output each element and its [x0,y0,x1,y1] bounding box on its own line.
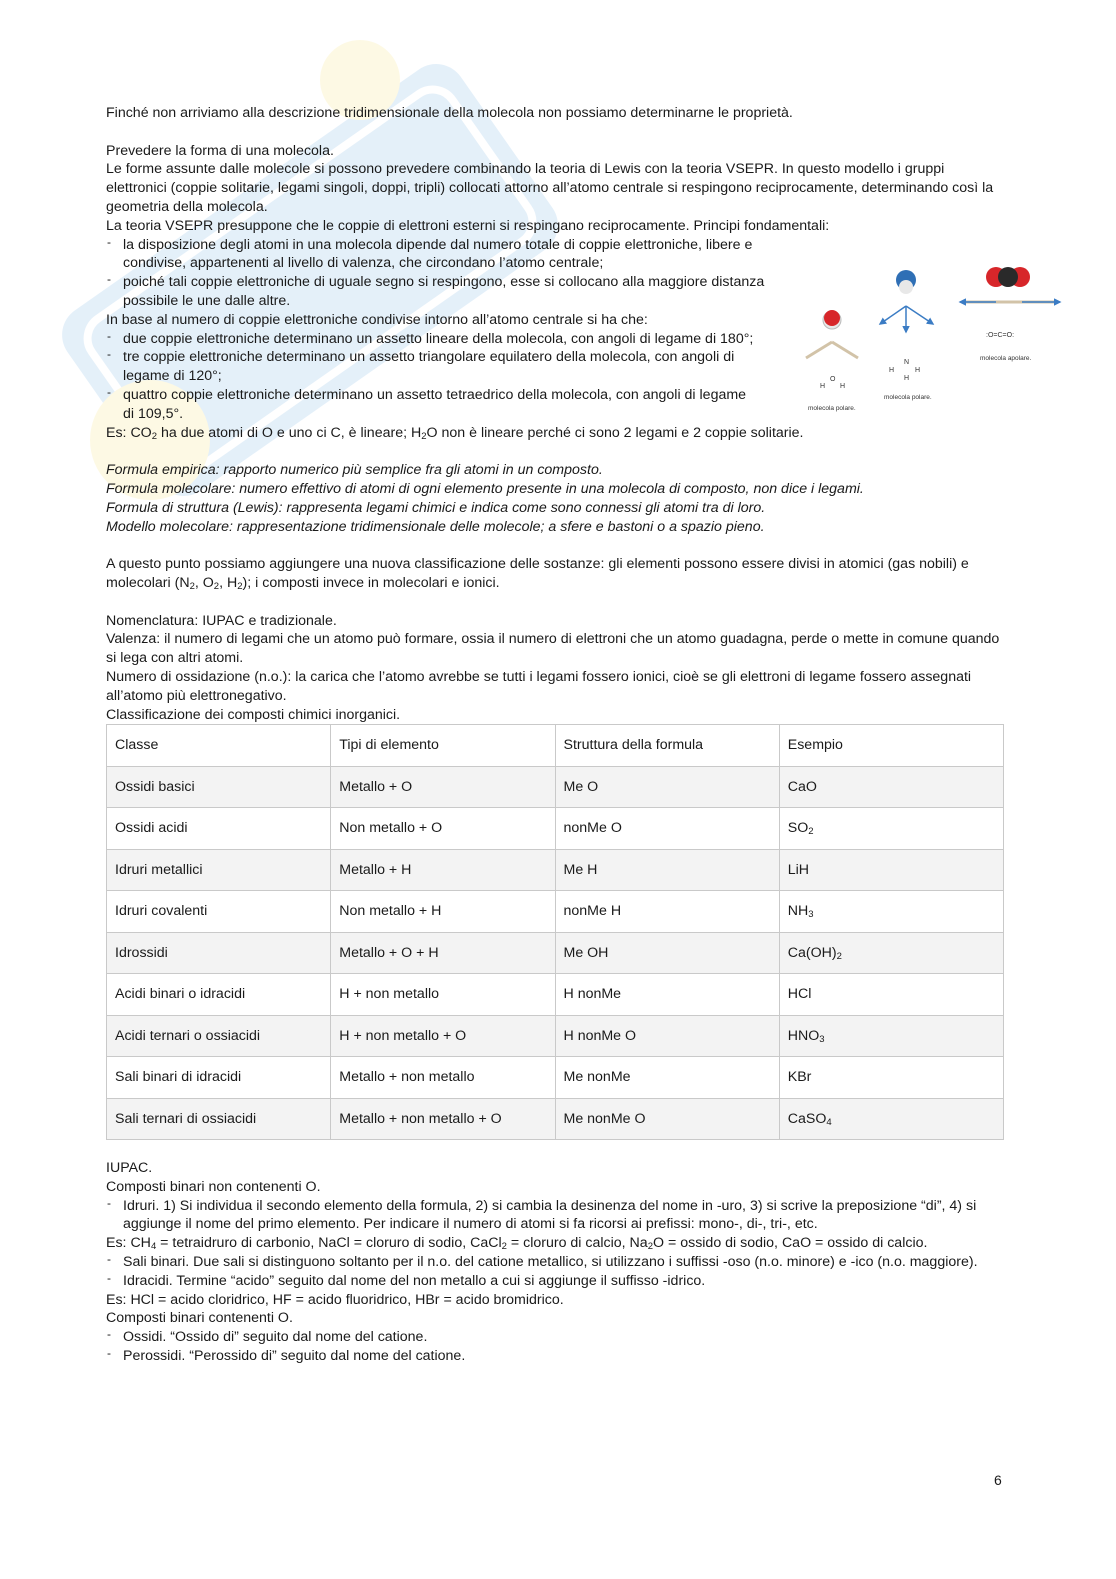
header-cell: Classe [107,725,331,767]
cell-struttura: H nonMe O [555,1015,779,1057]
cell-tipi: Non metallo + O [331,808,555,850]
cell-esempio: $Ca(OH)_2$ [779,932,1003,974]
ossidazione-paragraph: Numero di ossidazione (n.o.): la carica che l’atomo avrebbe se tutti i legami fossero ionici, cioè se gli elettroni di legame fossero assegnati all’atomo più elettronegativo. [106,668,972,704]
formula-struttura: Formula di struttura (Lewis): rappresenta legami chimici e indica come sono connessi gli atomi tra di loro. [106,499,766,516]
list-item: ‐ poiché tali coppie elettroniche di uguale segno si respingono, esse si collocano alla maggiore distanza possibile le une dalle altre. [106,273,796,311]
nh3-h3-label: H [904,375,910,382]
header-cell: Esempio [779,725,1003,767]
modello-molecolare: Modello molecolare: rappresentazione tridimensionale delle molecole; a sfere e bastoni o a spazio pieno. [106,518,765,535]
formula-empirica: Formula empirica: rapporto numerico più semplice fra gli atomi in un composto. [106,462,603,479]
cell-tipi: H + non metallo + O [331,1015,555,1057]
ossidi-list [106,1328,1006,1366]
cell-esempio: $HNO_3$ [779,1015,1003,1057]
co2-molecule [960,267,1060,362]
cell-tipi: Metallo + O [331,766,555,808]
water-molecule [806,310,858,412]
list-item: ‐ Perossidi. “Perossido di” seguito dal nome del catione. [106,1347,1006,1366]
co2-label: molecola apolare. [980,355,1032,362]
table-row [107,766,1004,808]
cell-struttura: H nonMe [555,974,779,1016]
list-item: ‐ Idracidi. Termine “acido” seguito dal nome del non metallo a cui si aggiunge il suffisso -idrico. [106,1272,1006,1291]
cell-classe: Sali binari di idracidi [107,1057,331,1099]
cell-tipi: Metallo + non metallo + O [331,1098,555,1140]
list-item: ‐ tre coppie elettroniche determinano un assetto triangolare equilatero della molecola, con angoli di legame di 120°; [106,348,761,386]
cell-struttura: Me nonMe O [555,1098,779,1140]
list-item: ‐ Ossidi. “Ossido di” seguito dal nome del catione. [106,1328,1006,1347]
cell-struttura: Me nonMe [555,1057,779,1099]
list-item: ‐ quattro coppie elettroniche determinano un assetto tetraedrico della molecola, con angoli di legame di 109,5°. [106,386,761,424]
cell-struttura: nonMe O [555,808,779,850]
cell-classe: Idruri covalenti [107,891,331,933]
ammonia-molecule [880,270,933,401]
cell-classe: Ossidi acidi [107,808,331,850]
water-h2-label: H [840,383,846,390]
cell-classe: Acidi binari o idracidi [107,974,331,1016]
table-header-row [107,725,1004,767]
list-item: ‐ Idruri. 1) Si individua il secondo elemento della formula, 2) si cambia la desinenza del nome in -uro, 3) si scrive la preposizione “di”, 4) si aggiunge il nome del primo elemento. Per indicare il numero di atomi si fa ricorsi ai prefissi: mono-, di-, tri-, etc. [106,1197,1006,1235]
molecule-geometry-figure [800,258,1070,418]
nh3-h1-label: H [889,367,895,374]
cell-tipi: Metallo + H [331,849,555,891]
page-number: 6 [994,1472,1002,1488]
principles-list [106,236,796,311]
ammonia-label: molecola polare. [884,394,932,401]
cell-esempio: CaO [779,766,1003,808]
table-row [107,891,1004,933]
list-item: ‐ la disposizione degli atomi in una molecola dipende dal numero totale di coppie elettroniche, libere e condivise, appartenenti al livello di valenza, che circondano l’atomo centrale; [106,236,796,274]
co2-formula: :O=C=O: [986,332,1015,339]
list-item: ‐ Sali binari. Due sali si distinguono soltanto per il n.o. del catione metallico, si utilizzano i suffissi -oso (n.o. minore) e -ico (n.o. maggiore). [106,1253,1006,1272]
example-idracidi: Es: HCl = acido cloridrico, HF = acido fluoridrico, HBr = acido bromidrico. [106,1291,564,1308]
header-cell: Tipi di elemento [331,725,555,767]
cell-classe: Sali ternari di ossiacidi [107,1098,331,1140]
idruri-list [106,1197,1006,1235]
classification-paragraph: A questo punto possiamo aggiungere una nuova classificazione delle sostanze: gli elementi possono essere divisi in atomici (gas nobili) e molecolari ($N_2$, $O_2$, $H_2$); i composti invece in molecolari e ionici. [106,556,969,592]
sali-list [106,1253,1006,1291]
vsepr-paragraph: La teoria VSEPR presuppone che le coppie di elettroni esterni si respingano reciprocamente. Principi fondamentali: [106,217,830,234]
intro-paragraph: Finché non arriviamo alla descrizione tridimensionale della molecola non possiamo determinarne le proprietà. [106,105,793,121]
cell-esempio: $SO_2$ [779,808,1003,850]
table-row [107,849,1004,891]
table-row [107,974,1004,1016]
section-title-shape: Prevedere la forma di una molecola. [106,142,334,159]
nh3-n-label: N [904,359,910,366]
cell-tipi: Metallo + non metallo [331,1057,555,1099]
cell-classe: Ossidi basici [107,766,331,808]
compounds-table [106,724,1004,1140]
geometries-list [106,330,761,424]
formula-molecolare: Formula molecolare: numero effettivo di atomi di ogni elemento presente in una molecola di composto, non dice i legami. [106,480,864,497]
base-paragraph: In base al numero di coppie elettroniche condivise intorno all’atomo centrale si ha che: [106,311,648,328]
binari-no-o-title: Composti binari non contenenti O. [106,1178,321,1195]
table-title: Classificazione dei composti chimici inorganici. [106,706,401,723]
cell-struttura: Me O [555,766,779,808]
cell-classe: Idruri metallici [107,849,331,891]
valenza-paragraph: Valenza: il numero di legami che un atomo può formare, ossia il numero di elettroni che un atomo guadagna, perde o mette in comune quando si lega con altri atomi. [106,631,1000,667]
list-item: ‐ due coppie elettroniche determinano un assetto lineare della molecola, con angoli di legame di 180°; [106,330,761,349]
example-co2: Es: $CO_2$ ha due atomi di O e uno ci C, è lineare; $H_2O$ non è lineare perché ci sono 2 legami e 2 coppie solitarie. [106,424,804,442]
iupac-title: IUPAC. [106,1160,153,1177]
cell-tipi: Metallo + O + H [331,932,555,974]
cell-esempio: KBr [779,1057,1003,1099]
header-cell: Struttura della formula [555,725,779,767]
cell-esempio: HCl [779,974,1003,1016]
cell-struttura: nonMe H [555,891,779,933]
cell-classe: Acidi ternari o ossiacidi [107,1015,331,1057]
example-idruri: Es: $CH_4$ = tetraidruro di carbonio, NaCl = cloruro di sodio, CaCl$_2$ = cloruro di calcio, $Na_2O$ = ossido di sodio, CaO = ossido di calcio. [106,1235,928,1253]
water-label: molecola polare. [808,405,856,412]
table-row [107,1098,1004,1140]
cell-esempio: CaSO$_4$ [779,1098,1003,1140]
cell-tipi: H + non metallo [331,974,555,1016]
table-row [107,1015,1004,1057]
nh3-h2-label: H [915,367,921,374]
binari-o-title: Composti binari contenenti O. [106,1310,293,1327]
cell-struttura: Me OH [555,932,779,974]
shape-paragraph: Le forme assunte dalle molecole si possono prevedere combinando la teoria di Lewis con la teoria VSEPR. In questo modello i gruppi elettronici (coppie solitarie, legami singoli, doppi, tripli) collocati attorno all’atomo centrale si respingono reciprocamente, determinando così la geometria della molecola. [106,161,994,215]
table-row [107,1057,1004,1099]
cell-tipi: Non metallo + H [331,891,555,933]
cell-struttura: Me H [555,849,779,891]
table-row [107,808,1004,850]
nomenclatura-line: Nomenclatura: IUPAC e tradizionale. [106,612,337,629]
cell-classe: Idrossidi [107,932,331,974]
cell-esempio: $NH_3$ [779,891,1003,933]
water-o-label: O [830,376,836,383]
cell-esempio: LiH [779,849,1003,891]
water-h1-label: H [820,383,826,390]
table-row [107,932,1004,974]
